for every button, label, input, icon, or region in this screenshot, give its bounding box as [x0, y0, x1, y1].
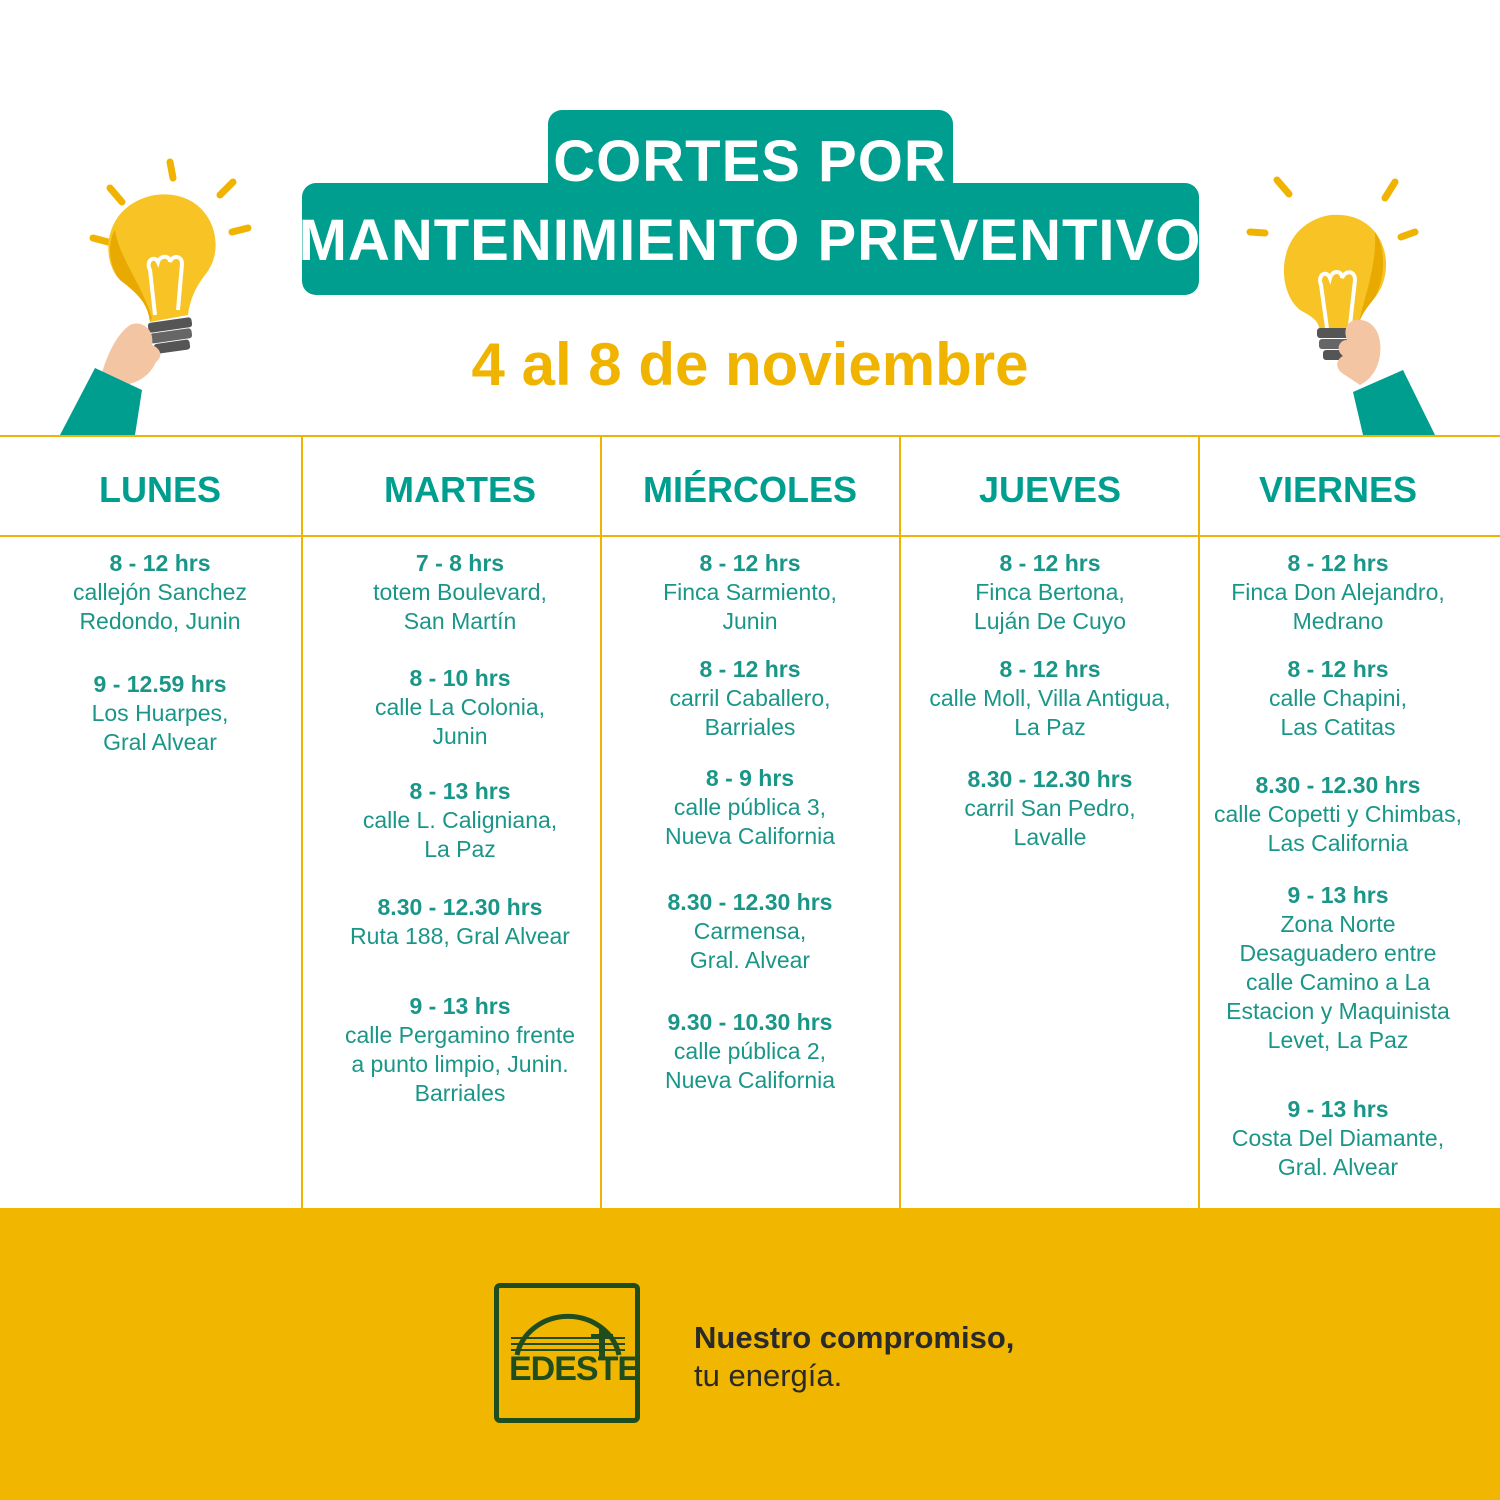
list-item [1188, 655, 1488, 742]
list-item [600, 888, 900, 975]
entry-time: 8.30 - 12.30 hrs [377, 894, 543, 920]
list-item [600, 655, 900, 742]
entry-place: totem Boulevard, San Martín [373, 579, 547, 634]
entry-time: 8 - 12 hrs [1287, 550, 1389, 576]
entry-place: calle pública 2, Nueva California [664, 1038, 836, 1093]
entry-place: carril Caballero, Barriales [669, 685, 831, 740]
entry-time: 8 - 12 hrs [999, 550, 1101, 576]
list-item [1188, 1095, 1488, 1182]
logo-text: EDESTE [509, 1350, 640, 1388]
entry-time: 8 - 12 hrs [109, 550, 211, 576]
list-item [10, 549, 310, 636]
entry-time: 7 - 8 hrs [415, 550, 505, 576]
entry-place: calle La Colonia, Junin [374, 694, 546, 749]
entry-time: 9 - 13 hrs [1287, 1096, 1389, 1122]
entry-time: 9 - 13 hrs [1287, 882, 1389, 908]
title-line-2: MANTENIMIENTO PREVENTIVO [298, 208, 1202, 273]
entry-time: 8 - 12 hrs [1287, 656, 1389, 682]
entry-time: 8 - 12 hrs [999, 656, 1101, 682]
footer [0, 1208, 1500, 1500]
entry-time: 8.30 - 12.30 hrs [667, 889, 833, 915]
entry-time: 8 - 12 hrs [699, 656, 801, 682]
entry-time: 8.30 - 12.30 hrs [1255, 772, 1421, 798]
lightbulb-hand-icon-right [1235, 170, 1445, 440]
entry-time: 9 - 12.59 hrs [93, 671, 227, 697]
list-item [600, 764, 900, 851]
entry-place: Zona Norte Desaguadero entre calle Camino a La Estacion y Maquinista Levet, La Paz [1226, 911, 1450, 1053]
entry-time: 8 - 13 hrs [409, 778, 511, 804]
day-header-jueves: JUEVES [978, 469, 1122, 510]
day-header-miercoles: MIÉRCOLES [642, 469, 857, 510]
list-item [900, 655, 1200, 742]
entry-place: Finca Don Alejandro, Medrano [1231, 579, 1445, 634]
list-item [310, 549, 610, 636]
list-item [310, 777, 610, 864]
entry-place: calle Copetti y Chimbas, Las California [1214, 801, 1462, 856]
list-item [600, 1008, 900, 1095]
lightbulb-hand-icon-left [60, 150, 280, 440]
entry-place: Finca Bertona, Luján De Cuyo [973, 579, 1127, 634]
day-header-viernes: VIERNES [1258, 469, 1418, 510]
entry-place: Carmensa, Gral. Alvear [689, 918, 811, 973]
list-item [310, 992, 610, 1108]
list-item [900, 549, 1200, 636]
entry-time: 8 - 12 hrs [699, 550, 801, 576]
tagline-regular: tu energía. [694, 1358, 843, 1393]
edeste-logo [494, 1283, 640, 1423]
entry-place: calle Chapini, Las Catitas [1268, 685, 1408, 740]
list-item [10, 670, 310, 757]
entry-place: Los Huarpes, Gral Alvear [91, 700, 229, 755]
title-line-1: CORTES POR [553, 129, 947, 194]
entry-place: Finca Sarmiento, Junin [663, 579, 837, 634]
entry-place: calle L. Caligniana, La Paz [362, 807, 558, 862]
entry-place: Costa Del Diamante, Gral. Alvear [1231, 1125, 1445, 1180]
entry-time: 8 - 10 hrs [409, 665, 511, 691]
entry-place: calle Pergamino frente a punto limpio, Junin. Barriales [344, 1022, 576, 1106]
entry-place: carril San Pedro, Lavalle [964, 795, 1136, 850]
entry-time: 9 - 13 hrs [409, 993, 511, 1019]
list-item [1188, 549, 1488, 636]
list-item [1188, 771, 1488, 858]
entry-place: Ruta 188, Gral Alvear [350, 923, 570, 949]
entry-time: 8.30 - 12.30 hrs [967, 766, 1133, 792]
tagline-bold: Nuestro compromiso, [694, 1320, 1015, 1355]
header [0, 0, 1500, 430]
list-item [310, 664, 610, 751]
list-item [600, 549, 900, 636]
day-header-martes: MARTES [384, 469, 536, 510]
entry-time: 9.30 - 10.30 hrs [667, 1009, 833, 1035]
list-item [1188, 881, 1488, 1055]
list-item [900, 765, 1200, 852]
entry-place: calle Moll, Villa Antigua, La Paz [929, 685, 1171, 740]
entry-time: 8 - 9 hrs [705, 765, 795, 791]
entry-place: calle pública 3, Nueva California [664, 794, 836, 849]
schedule-table [0, 435, 1500, 1209]
day-header-lunes: LUNES [98, 469, 221, 510]
entry-place: callejón Sanchez Redondo, Junin [73, 579, 247, 634]
date-range: 4 al 8 de noviembre [471, 331, 1029, 398]
list-item [310, 893, 610, 951]
